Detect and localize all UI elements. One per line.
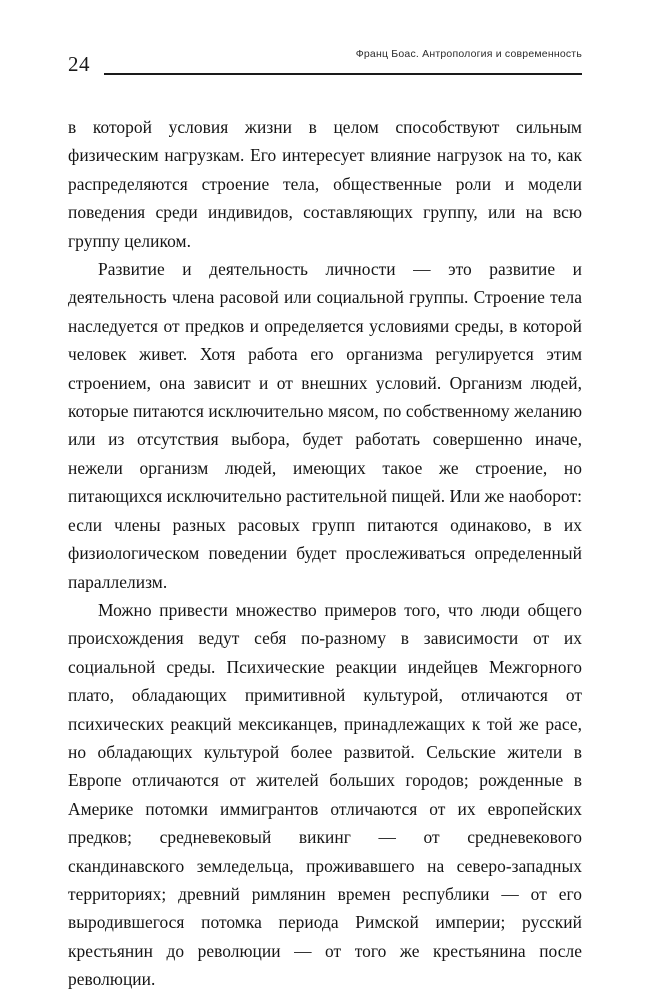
paragraph-continuation: в которой условия жизни в целом способствуют сильным физическим нагрузкам. Его интересует влияние нагрузок на то, как распределяются строение тела, общественные роли и модели поведения среди индивидов, составляющих группу, или на всю группу целиком. [68, 117, 582, 251]
page-header [68, 48, 582, 82]
header-divider [104, 73, 582, 76]
body-text-column [68, 113, 582, 994]
paragraph-3: Можно привести множество примеров того, что люди общего происхождения ведут себя по-разному в зависимости от их социальной среды. Психические реакции индейцев Межгорного плато, обладающих примитивной культурой, отличаются от психических реакций мексиканцев, принадлежащих к той же расе, но обладающих культурой более развитой. Сельские жители в Европе отличаются от жителей больших городов; рожденные в Америке потомки иммигрантов отличаются от их европейских предков; средневековый викинг — от средневекового скандинавского земледельца, проживавшего на северо-западных территориях; древний римлянин времен республики — от его выродившегося потомка периода Римской империи; русский крестьянин до революции — от того же крестьянина после революции. [68, 599, 582, 990]
page-number: 24 [68, 51, 90, 76]
paragraph-2: Развитие и деятельность личности — это развитие и деятельность члена расовой или социальной группы. Строение тела наследуется от предков и определяется условиями среды, в которой человек живет. Хотя работа его организма регулируется этим строением, она зависит и от внешних условий. Организм людей, которые питаются исключительно мясом, по собственному желанию или из отсутствия выбора, будет работать совершенно иначе, нежели организм людей, имеющих такое же строение, но питающихся исключительно растительной пищей. Или же наоборот: если члены разных расовых групп питаются одинаково, в их физиологическом поведении будет прослеживаться определенный параллелизм. [68, 259, 582, 592]
running-head-title: Франц Боас. Антропология и современность [355, 48, 582, 60]
header-rule-container [104, 48, 582, 82]
